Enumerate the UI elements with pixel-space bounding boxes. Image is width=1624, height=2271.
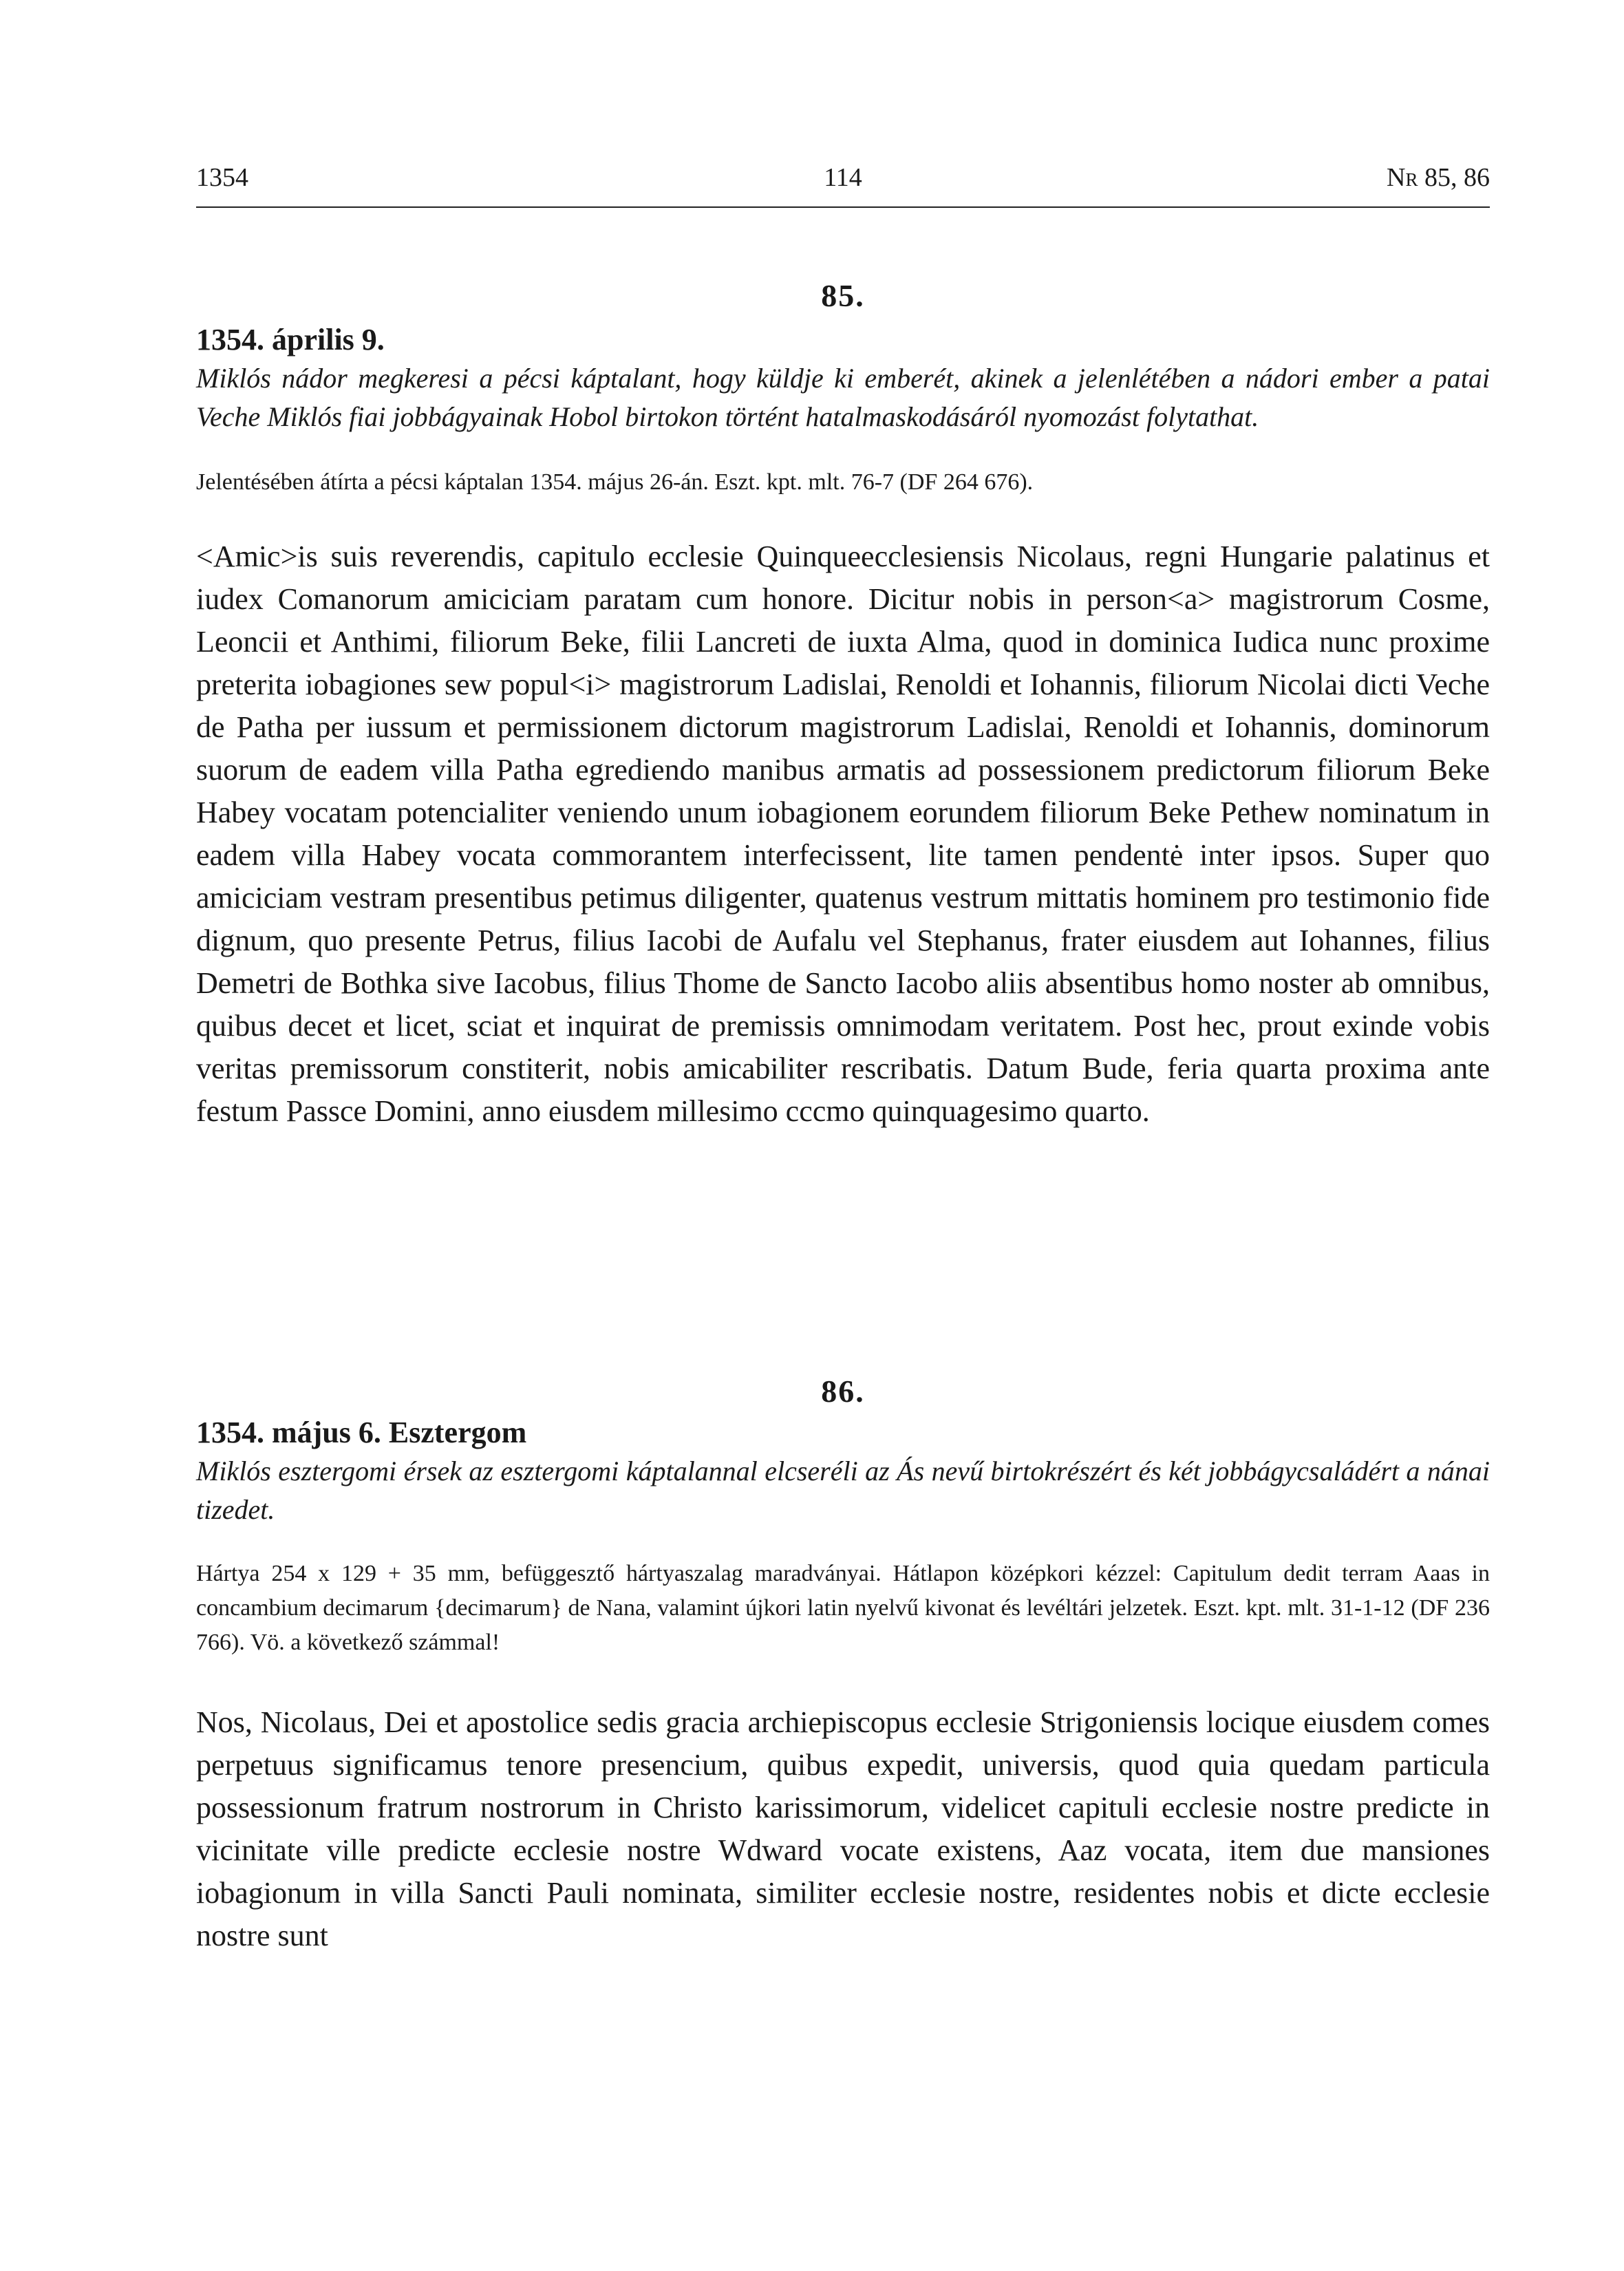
header-entry-range: Nr 85, 86 bbox=[1387, 163, 1490, 192]
entry-date: 1354. április 9. bbox=[196, 323, 385, 356]
entry-summary: Miklós nádor megkeresi a pécsi káptalant, hogy küldje ki emberét, akinek a jelenlétében a nádori ember a patai Veche Miklós fiai jobbágyainak Hobol birtokon történt hatalmaskodásáról nyomozást folytathat. bbox=[196, 363, 1490, 432]
header-year: 1354 bbox=[196, 163, 248, 192]
entry-number: 85. bbox=[821, 278, 865, 313]
page-number: 114 bbox=[824, 163, 862, 192]
entry-latin-text: Nos, Nicolaus, Dei et apostolice sedis gracia archiepiscopus ecclesie Strigoniensis locique eiusdem comes perpetuus significamus tenore presencium, quibus expedit, universis, quod quia quedam particula possessionum fratrum nostrorum in Christo karissimorum, videlicet capituli ecclesie nostre predicte in vicinitate ville predicte ecclesie nostre Wdward vocate existens, Aaz vocata, item due mansiones iobagionum in villa Sancti Pauli nominata, similiter ecclesie nostre, residentes nobis et dicte ecclesie nostre sunt bbox=[196, 1705, 1490, 1952]
running-head bbox=[196, 162, 1490, 204]
header-divider bbox=[196, 206, 1490, 208]
entry-latin-text: <Amic>is suis reverendis, capitulo ecclesie Quinqueecclesiensis Nicolaus, regni Hungarie palatinus et iudex Comanorum amiciciam paratam cum honore. Dicitur nobis in person<a> magistrorum Cosme, Leoncii et Anthimi, filiorum Beke, filii Lancreti de iuxta Alma, quod in dominica Iudica nunc proxime preterita iobagiones sew popul<i> magistrorum Ladislai, Renoldi et Iohannis, filiorum Nicolai dicti Veche de Patha per iussum et permissionem dictorum magistrorum Ladislai, Renoldi et Iohannis, dominorum suorum de eadem villa Patha egrediendo manibus armatis ad possessionem predictorum filiorum Beke Habey vocatam potencialiter veniendo unum iobagionem eorundem filiorum Beke Pethew nominatum in eadem villa Habey vocata commorantem interfecissent, lite tamen pendentė inter ipsos. Super quo amiciciam vestram presentibus petimus diligenter, quatenus vestrum mittatis hominem pro testimonio fide dignum, quo presente Petrus, filius Iacobi de Aufalu vel Stephanus, frater eiusdem aut Iohannes, filius Demetri de Bothka sive Iacobus, filius Thome de Sancto Iacobo aliis absentibus homo noster ab omnibus, quibus decet et licet, sciat et inquirat de premissis omnimodam veritatem. Post hec, prout exinde vobis veritas premissorum constiterit, nobis amicabiliter rescribatis. Datum Bude, feria quarta proxima ante festum Passce Domini, anno eiusdem millesimo cccmo quinquagesimo quarto. bbox=[196, 540, 1490, 1128]
entry-number: 86. bbox=[821, 1374, 865, 1409]
entry-summary: Miklós esztergomi érsek az esztergomi káptalannal elcseréli az Ás nevű birtokrészért és két jobbágycsaládért a nánai tizedet. bbox=[196, 1456, 1490, 1525]
document-page bbox=[196, 0, 1490, 2271]
entry-date: 1354. május 6. Esztergom bbox=[196, 1416, 527, 1449]
charter-entry-86 bbox=[196, 1371, 1490, 1957]
charter-entry-85 bbox=[196, 275, 1490, 1133]
entry-source-note: Hártya 254 x 129 + 35 mm, befüggesztő hártyaszalag maradványai. Hátlapon középkori kézzel: Capitulum dedit terram Aaas in concambium decimarum {decimarum} de Nana, valamint újkori latin nyelvű kivonat és levéltári jelzetek. Eszt. kpt. mlt. 31-1-12 (DF 236 766). Vö. a következő számmal! bbox=[196, 1561, 1490, 1655]
entry-source-note: Jelentésében átírta a pécsi káptalan 1354. május 26-án. Eszt. kpt. mlt. 76-7 (DF 264 676). bbox=[196, 469, 1034, 495]
